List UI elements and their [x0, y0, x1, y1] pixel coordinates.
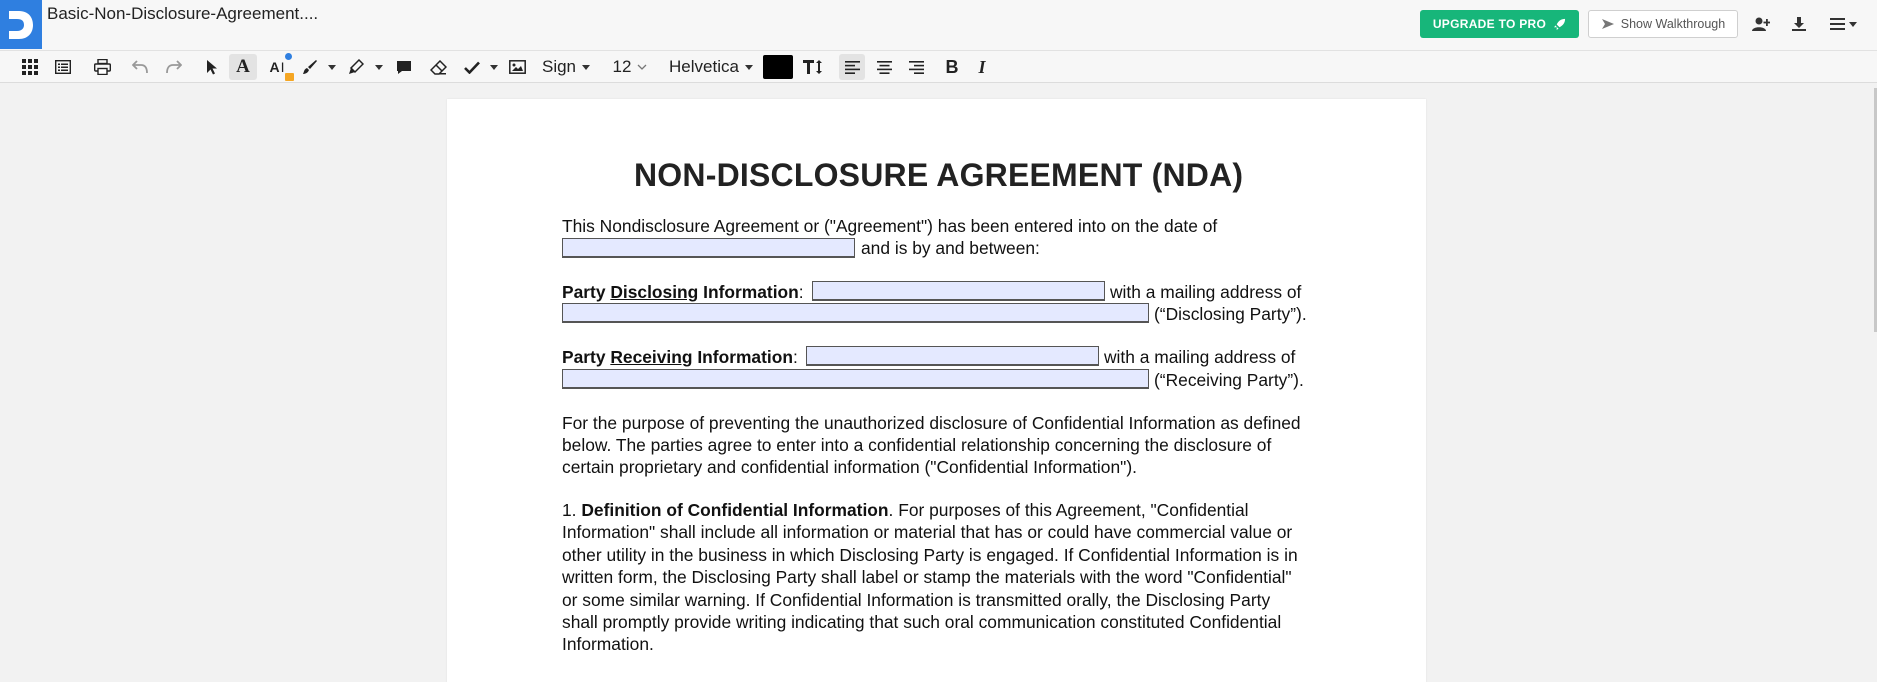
section-1-line: or some similar warning. If Confidential Information is transmitted orally, the Disclosing Party — [562, 590, 1271, 610]
brush-icon[interactable] — [299, 54, 321, 80]
section-1-line: other utility in the business in which Disclosing Party is engaged. If Confidential Information is in — [562, 545, 1298, 565]
walkthrough-icon — [1601, 18, 1615, 30]
menu-icon[interactable] — [1829, 14, 1859, 34]
align-center-icon[interactable] — [871, 54, 897, 80]
section-1-line: Information. — [562, 634, 654, 654]
sign-dropdown[interactable] — [538, 54, 594, 80]
color-swatch — [763, 55, 793, 79]
highlighter-dropdown-caret[interactable] — [373, 54, 385, 80]
align-right-icon[interactable] — [903, 54, 929, 80]
disclosing-party-text: (“Disclosing Party”). — [1154, 304, 1307, 324]
editor-toolbar — [0, 50, 1877, 83]
disclosing-party-label — [562, 282, 804, 303]
disclosing-mailing-text: with a mailing address of — [1110, 282, 1302, 302]
purpose-line: below. The parties agree to enter into a confidential relationship concerning the disclosure of — [562, 435, 1272, 455]
receiving-party-name-field[interactable] — [806, 346, 1099, 366]
receiving-colon: : — [792, 347, 798, 367]
disclosing-label-b: Disclosing — [610, 282, 699, 302]
brush-dropdown-caret[interactable] — [326, 54, 338, 80]
text-tool-icon[interactable]: A — [229, 54, 257, 80]
font-color-picker[interactable] — [762, 54, 794, 80]
disclosing-party-name-field[interactable] — [812, 281, 1105, 301]
print-icon[interactable] — [91, 54, 113, 80]
section-1-line: shall promptly provide writing indicating that such oral communication constituted Confidential — [562, 612, 1282, 632]
undo-icon[interactable] — [129, 54, 151, 80]
download-icon[interactable] — [1789, 14, 1809, 34]
purpose-line: certain proprietary and confidential information ("Confidential Information"). — [562, 457, 1137, 477]
receiving-party-label — [562, 347, 798, 368]
purpose-line: For the purpose of preventing the unauthorized disclosure of Confidential Information as defined — [562, 413, 1301, 433]
app-logo[interactable] — [0, 0, 42, 49]
section-1-title: Definition of Confidential Information — [581, 500, 889, 520]
font-size-dropdown[interactable] — [608, 54, 652, 80]
intro-text-line-1: This Nondisclosure Agreement or ("Agreement") has been entered into on the date of — [562, 216, 1218, 236]
italic-button[interactable]: I — [978, 56, 986, 77]
section-1-first-text: . For purposes of this Agreement, "Confidential — [888, 500, 1249, 520]
align-left-icon[interactable] — [839, 54, 865, 80]
section-1-number: 1. — [562, 500, 582, 520]
checkmark-icon[interactable] — [461, 54, 483, 80]
checkmark-dropdown-caret[interactable] — [488, 54, 500, 80]
rocket-icon — [1553, 18, 1566, 31]
disclosing-party-address-field[interactable] — [562, 303, 1149, 323]
font-size-value: 12 — [612, 57, 632, 76]
font-family-value: Helvetica — [669, 57, 739, 76]
disclosing-label-c: Information — [698, 282, 799, 302]
receiving-label-b: Receiving — [610, 347, 693, 367]
agreement-date-field[interactable] — [562, 238, 855, 258]
upgrade-to-pro-button[interactable] — [1420, 10, 1579, 38]
text-field-locked-icon[interactable]: A I — [263, 54, 291, 80]
chevron-down-icon — [637, 64, 647, 70]
image-icon[interactable] — [506, 54, 528, 80]
sign-label: Sign — [541, 57, 577, 76]
grid-view-icon[interactable] — [19, 54, 41, 80]
list-view-icon[interactable] — [52, 54, 74, 80]
receiving-label-c: Information — [692, 347, 793, 367]
eraser-icon[interactable] — [427, 54, 449, 80]
receiving-party-text: (“Receiving Party”). — [1154, 370, 1304, 390]
walkthrough-label: Show Walkthrough — [1620, 17, 1726, 31]
receiving-party-address-field[interactable] — [562, 369, 1149, 389]
document-heading: NON-DISCLOSURE AGREEMENT (NDA) — [634, 157, 1244, 193]
section-1-line: Information" shall include all information or material that has or could have commercial value or — [562, 522, 1293, 542]
show-walkthrough-button[interactable] — [1588, 10, 1738, 38]
font-family-dropdown[interactable] — [664, 54, 758, 80]
app-header — [0, 0, 1877, 50]
select-pointer-icon[interactable] — [201, 54, 223, 80]
logo-icon — [7, 9, 35, 41]
intro-text-line-2: and is by and between: — [861, 238, 1040, 258]
disclosing-colon: : — [798, 282, 804, 302]
receiving-mailing-text: with a mailing address of — [1104, 347, 1296, 367]
document-title[interactable]: Basic-Non-Disclosure-Agreement.... — [47, 4, 319, 23]
section-1-heading-line — [562, 500, 1249, 521]
redo-icon[interactable] — [163, 54, 185, 80]
text-size-icon[interactable] — [800, 54, 826, 80]
section-1-line: written form, the Disclosing Party shall label or stamp the materials with the word "Confidential" — [562, 567, 1292, 587]
disclosing-label-a: Party — [562, 282, 611, 302]
bold-button[interactable]: B — [945, 56, 959, 77]
highlighter-icon[interactable] — [345, 54, 367, 80]
upgrade-label: UPGRADE TO PRO — [1432, 17, 1547, 31]
comment-icon[interactable] — [393, 54, 415, 80]
add-user-icon[interactable] — [1751, 14, 1771, 34]
receiving-label-a: Party — [562, 347, 611, 367]
